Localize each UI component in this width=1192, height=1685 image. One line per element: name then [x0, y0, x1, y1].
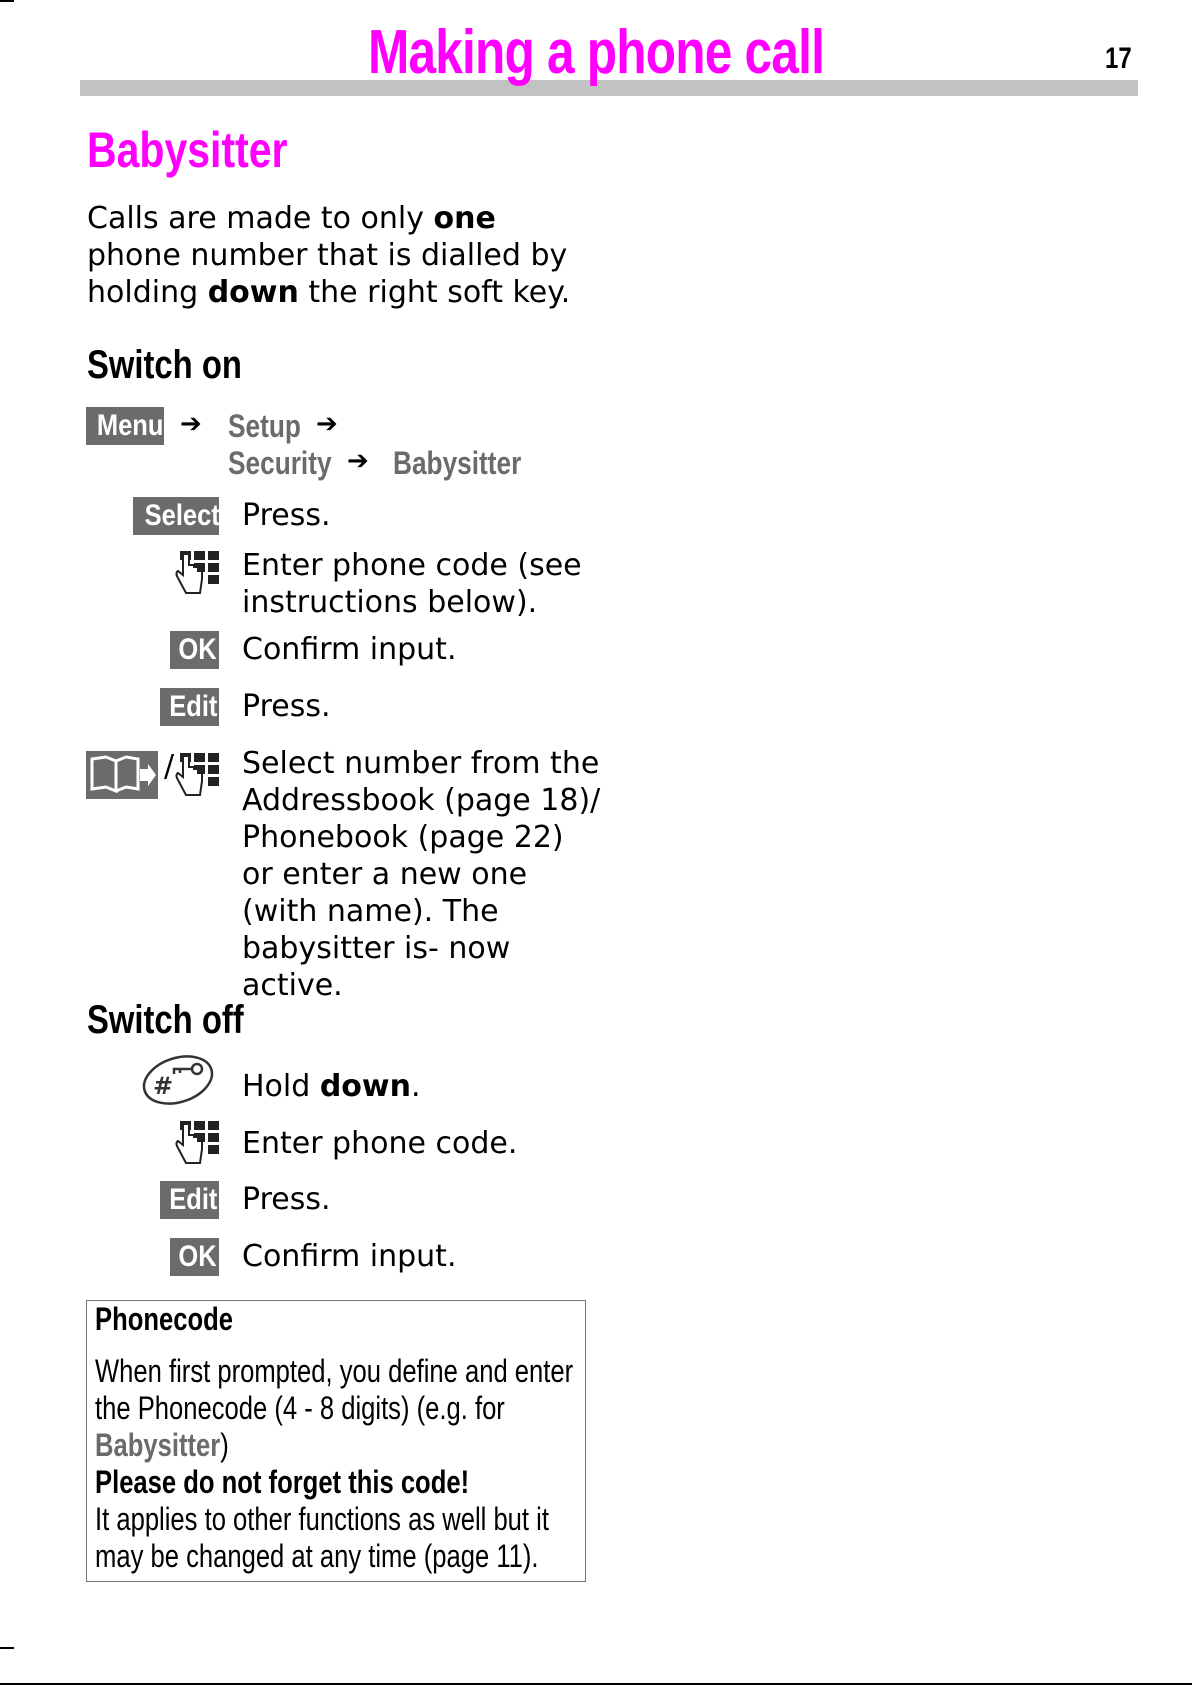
right-arrow-icon: ➔	[180, 409, 202, 439]
select-key: Select	[133, 497, 219, 535]
step-edit-text: Press.	[242, 689, 331, 724]
switch-on-heading: Switch on	[87, 343, 242, 387]
keypad-hand-icon	[174, 751, 220, 801]
switch-off-heading: Switch off	[87, 998, 244, 1042]
edit-key: Edit	[160, 688, 219, 726]
svg-text:#: #	[153, 1072, 174, 1100]
keypad-hand-icon	[174, 1119, 220, 1169]
right-arrow-icon: ➔	[316, 409, 338, 439]
note-warning: Please do not forget this code!	[95, 1464, 470, 1500]
menu-path-security: Security	[228, 445, 332, 481]
menu-path-setup: Setup	[228, 408, 301, 444]
note-line: It applies to other functions as well but it	[95, 1501, 549, 1537]
section-title: Babysitter	[87, 122, 288, 178]
crop-mark	[0, 0, 14, 2]
keypad-hand-icon	[174, 549, 220, 599]
edit-key: Edit	[160, 1181, 219, 1219]
step-select-text: Press.	[242, 498, 331, 533]
menu-path-babysitter: Babysitter	[393, 445, 522, 481]
menu-key: Menu	[86, 407, 164, 445]
step-off-ok-text: Confirm input.	[242, 1239, 457, 1274]
note-line: When first prompted, you define and enter	[95, 1353, 574, 1389]
step-keypad-text: Enter phone code (see instructions below).	[242, 548, 582, 620]
addressbook-icon	[86, 751, 158, 799]
icon-separator: /	[164, 749, 175, 784]
phonecode-note-box	[86, 1300, 586, 1582]
note-line: the Phonecode (4 - 8 digits) (e.g. for	[95, 1390, 505, 1426]
right-arrow-icon: ➔	[347, 446, 369, 476]
step-hold-text: Hold down.	[242, 1069, 421, 1104]
page-number: 17	[1105, 42, 1132, 75]
step-ok-text: Confirm input.	[242, 632, 457, 667]
hash-key-icon	[140, 1052, 216, 1108]
intro-paragraph: Calls are made to only one phone number that is dialled by holding down the right soft key.	[87, 201, 571, 310]
note-title: Phonecode	[95, 1301, 233, 1337]
ok-key: OK	[170, 631, 219, 669]
crop-mark	[0, 1647, 14, 1649]
step-off-keypad-text: Enter phone code.	[242, 1126, 518, 1161]
step-book-text: Select number from the Addressbook (page 18)/ Phonebook (page 22) or enter a new one (with name). The babysitter is- now active.	[242, 746, 601, 1003]
step-off-edit-text: Press.	[242, 1182, 331, 1217]
note-line: may be changed at any time (page 11).	[95, 1538, 539, 1574]
page-header-title: Making a phone call	[367, 18, 825, 87]
note-line: Babysitter)	[95, 1427, 229, 1463]
ok-key: OK	[170, 1238, 219, 1276]
